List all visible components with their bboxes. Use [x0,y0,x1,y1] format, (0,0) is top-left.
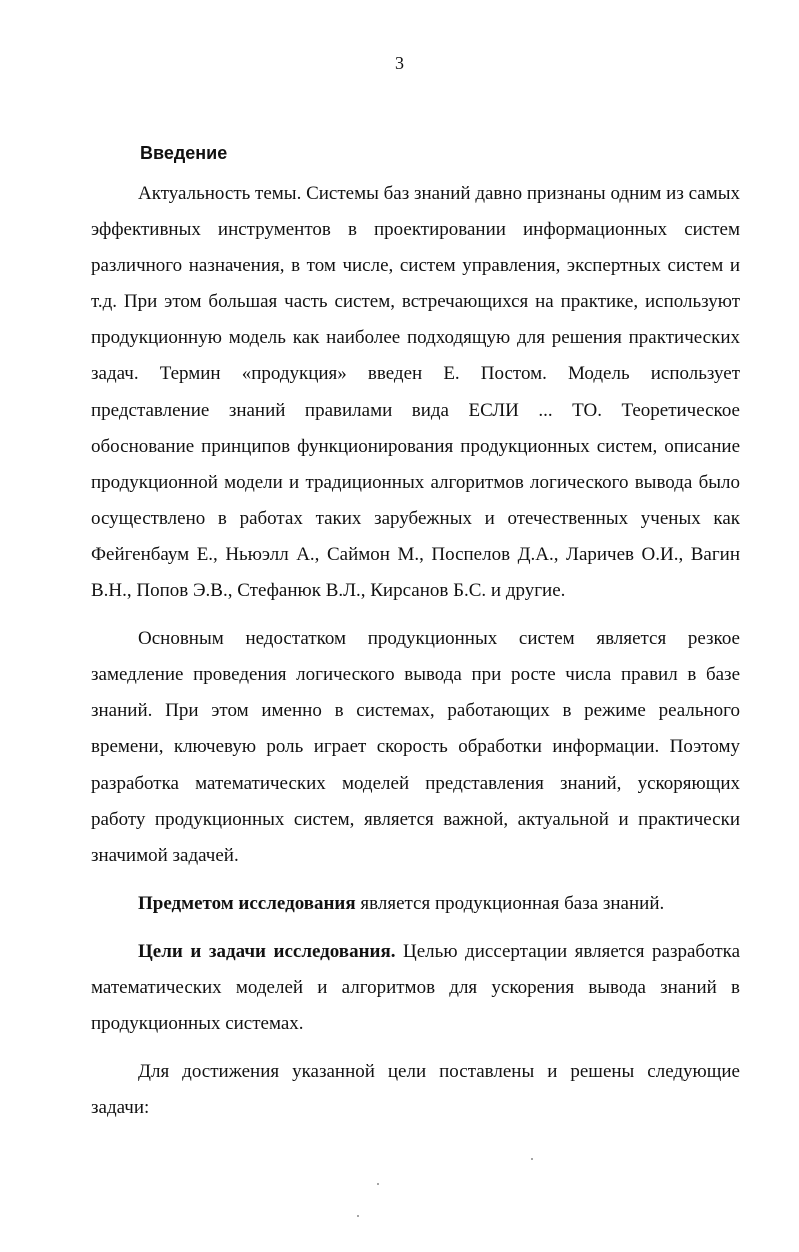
paragraph-drawback: Основным недостатком продукционных систем является резкое замедление проведения логического вывода при росте числа правил в базе знаний. При этом именно в системах, работающих в режиме реального времени, ключевую роль играет скорость обработки информации. Поэтому разработка математических моделей представления знаний, ускоряющих работу продукционных систем, является важной, актуальной и практически значимой задачей. [91,628,740,866]
section-heading: Введение [140,143,228,163]
paragraph-relevance: Актуальность темы. Системы баз знаний давно признаны одним из самых эффективных инструментов в проектировании информационных систем различного назначения, в том числе, систем управления, экспертных систем и т.д. При этом большая часть систем, встречающихся на практике, используют продукционную модель как наиболее подходящую для решения практических задач. Термин «продукция» введен Е. Постом. Модель использует представление знаний правилами вида ЕСЛИ ... ТО. Теоретическое обоснование принципов функционирования продукционных систем, описание продукционной модели и традиционных алгоритмов логического вывода было осуществлено в работах таких зарубежных и отечественных ученых как Фейгенбаум Е., Ньюэлл А., Саймон М., Поспелов Д.А., Ларичев О.И., Вагин В.Н., Попов Э.В., Стефанюк В.Л., Кирсанов Б.С. и другие. [91,183,740,602]
scan-speck [531,1158,533,1160]
page-number: 3 [395,53,404,73]
scan-speck [357,1215,359,1217]
paragraph-goals [91,934,740,1042]
subject-label: Предметом исследования [138,892,356,914]
paragraph-tasks-intro: Для достижения указанной цели поставлены и решены следующие задачи: [91,1061,740,1119]
subject-text: является продукционная база знаний. [355,892,665,914]
goals-label: Цели и задачи исследования. [138,940,396,962]
goals-text: Целью диссертации является разработка математических моделей и алгоритмов для ускорения вывода знаний в продукционных системах. [91,940,740,1035]
body-text [91,176,740,1126]
paragraph-subject [91,886,740,922]
scan-speck [377,1183,379,1185]
